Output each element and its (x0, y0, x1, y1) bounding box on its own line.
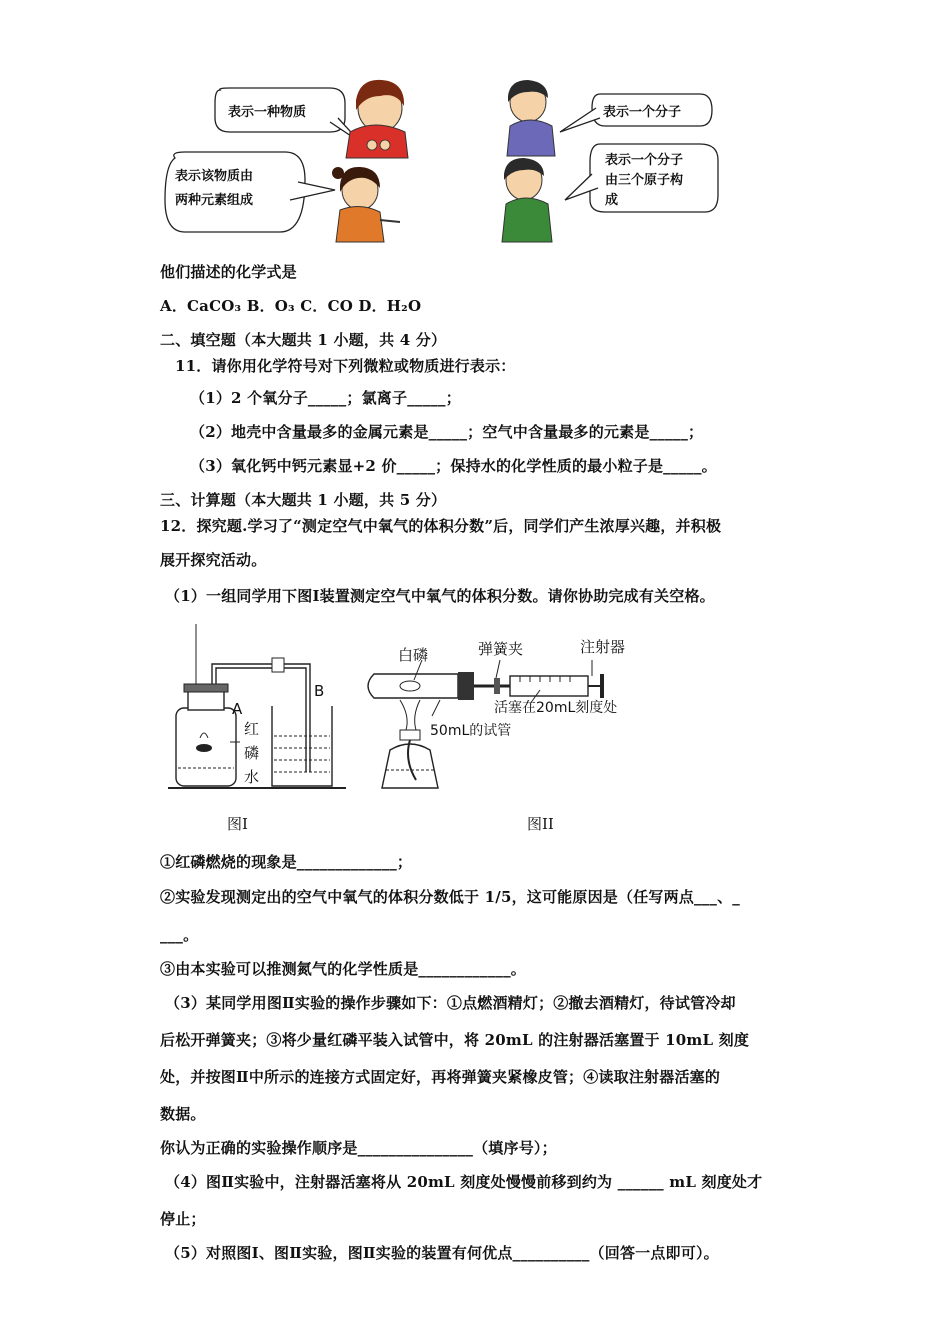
bubble-two-elements-line2: 两种元素组成 (175, 193, 254, 208)
q12-c3: ③由本实验可以推测氮气的化学性质是____________。 (160, 960, 527, 978)
q11-part1: （1）2 个氧分子_____；氯离子_____； (190, 389, 461, 407)
q12-stem-line1: 12．探究题.学习了“测定空气中氧气的体积分数”后，同学们产生浓厚兴趣，并积极 (160, 517, 722, 535)
bubble-three-atoms-line2: 由三个原子构 (605, 173, 684, 188)
fig2-label-piston: 活塞在20mL刻度处 (494, 700, 618, 716)
figure1-caption: 图I (227, 815, 248, 833)
q12-part4-line1: （4）图Ⅱ实验中，注射器活塞将从 20mL 刻度处慢慢前移到约为 ______ mL 刻度处才 (165, 1173, 763, 1191)
q12-c2-line2: ___。 (160, 926, 199, 944)
q12-part3-line1: （3）某同学用图Ⅱ实验的操作步骤如下：①点燃酒精灯；②撤去酒精灯，待试管冷却 (165, 994, 736, 1012)
q12-part3-ask: 你认为正确的实验操作顺序是_______________（填序号）； (160, 1139, 557, 1157)
fig2-label-test-tube: 50mL的试管 (430, 723, 512, 739)
section3-header: 三、计算题（本大题共 1 小题，共 5 分） (160, 491, 447, 509)
bubble-one-molecule: 表示一个分子 (603, 105, 682, 120)
bubble-one-substance: 表示一种物质 (228, 105, 307, 120)
bubble-three-atoms-line1: 表示一个分子 (605, 153, 684, 168)
q10-stem: 他们描述的化学式是 (160, 263, 297, 281)
fig1-label-red: 红 (244, 720, 260, 738)
bubble-three-atoms-line3: 成 (605, 193, 619, 208)
q10-options: A．CaCO₃ B．O₃ C．CO D．H₂O (160, 297, 422, 315)
q11-part2: （2）地壳中含量最多的金属元素是_____；空气中含量最多的元素是_____； (190, 423, 704, 441)
fig1-label-b: B (314, 682, 325, 700)
fig1-label-water: 水 (244, 768, 260, 786)
q12-part3-line3: 处，并按图Ⅱ中所示的连接方式固定好，再将弹簧夹紧橡皮管；④读取注射器活塞的 (160, 1068, 721, 1086)
q12-stem-line2: 展开探究活动。 (160, 551, 267, 569)
fig1-label-phosphorus: 磷 (244, 744, 260, 762)
bubble-two-elements-line1: 表示该物质由 (175, 169, 254, 184)
q11-part3: （3）氧化钙中钙元素显+2 价_____；保持水的化学性质的最小粒子是_____。 (190, 457, 717, 475)
figure2-caption: 图II (527, 815, 554, 833)
q11-stem: 11．请你用化学符号对下列微粒或物质进行表示： (175, 357, 516, 375)
fig2-label-white-phosphorus: 白磷 (398, 646, 429, 664)
q12-part4-line2: 停止； (160, 1210, 206, 1228)
q12-part1: （1）一组同学用下图Ⅰ装置测定空气中氧气的体积分数。请你协助完成有关空格。 (165, 587, 715, 605)
fig1-label-a: A (232, 700, 243, 718)
fig2-label-spring-clip: 弹簧夹 (478, 640, 524, 658)
fig2-label-syringe: 注射器 (580, 638, 626, 656)
q12-part5: （5）对照图Ⅰ、图Ⅱ实验，图Ⅱ实验的装置有何优点__________（回答一点即可）。 (165, 1244, 719, 1262)
section2-header: 二、填空题（本大题共 1 小题，共 4 分） (160, 331, 447, 349)
q12-c2-line1: ②实验发现测定出的空气中氧气的体积分数低于 1/5，这可能原因是（任写两点___、_ (160, 888, 740, 906)
q12-part3-line2: 后松开弹簧夹；③将少量红磷平装入试管中，将 20mL 的注射器活塞置于 10mL 刻度 (160, 1031, 750, 1049)
q12-part3-line4: 数据。 (160, 1105, 206, 1123)
q12-c1: ①红磷燃烧的现象是_____________； (160, 853, 413, 871)
